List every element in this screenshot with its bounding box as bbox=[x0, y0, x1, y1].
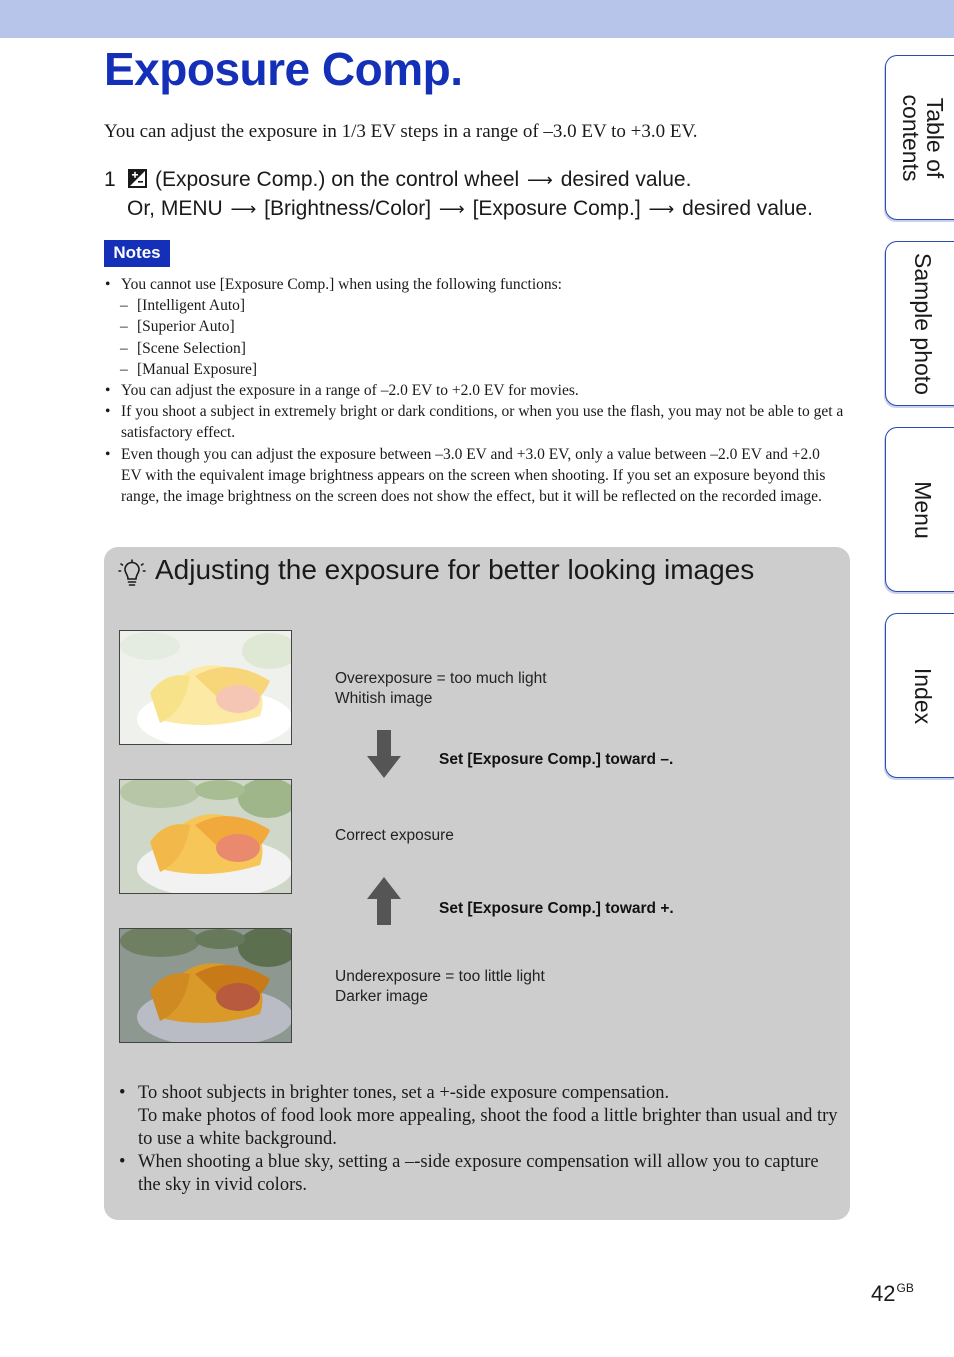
note-subitem: – [Superior Auto] bbox=[104, 316, 844, 337]
arrow-icon: ⟶ bbox=[438, 199, 465, 219]
tip-bullets bbox=[119, 1082, 839, 1197]
step-number: 1 bbox=[104, 168, 116, 191]
page-suffix: GB bbox=[896, 1281, 914, 1295]
tip-bullet: • When shooting a blue sky, setting a –-side exposure compensation will allow you to capture the sky in vivid colors. bbox=[119, 1151, 839, 1197]
underexposure-caption bbox=[335, 967, 545, 1007]
lightbulb-icon bbox=[118, 559, 146, 594]
tab-label-line: Table of bbox=[922, 97, 948, 178]
correct-photo bbox=[119, 779, 292, 894]
underexposure-label: Underexposure = too little light bbox=[335, 968, 545, 985]
notes-list bbox=[104, 274, 844, 507]
tab-index[interactable] bbox=[885, 613, 954, 778]
note-item: • Even though you can adjust the exposure between –3.0 EV and +3.0 EV, only a value between –2.0 EV and +2.0 EV with the equivalent image brightness appears on the screen when shooting. If you set an exposure beyond this range, the image brightness on the screen does not show the effect, but it will be reflected on the recorded image. bbox=[104, 444, 844, 508]
tip-bullet bbox=[119, 1082, 839, 1151]
note-subitem: – [Manual Exposure] bbox=[104, 359, 844, 380]
arrow-down-icon bbox=[366, 730, 402, 778]
arrow-icon: ⟶ bbox=[648, 199, 675, 219]
arrow-icon: ⟶ bbox=[230, 199, 257, 219]
arrow-up-icon bbox=[366, 877, 402, 925]
page-title: Exposure Comp. bbox=[104, 43, 463, 95]
step-line-1 bbox=[128, 165, 691, 195]
whitish-label: Whitish image bbox=[335, 690, 433, 707]
tab-label bbox=[899, 94, 947, 181]
toward-minus-instruction: Set [Exposure Comp.] toward –. bbox=[439, 751, 674, 768]
page-number-value: 42 bbox=[871, 1281, 896, 1306]
step-line-2 bbox=[127, 194, 813, 224]
correct-exposure-caption: Correct exposure bbox=[335, 827, 454, 844]
step-line-1-text: (Exposure Comp.) on the control wheel bbox=[155, 168, 520, 191]
note-subitem: – [Scene Selection] bbox=[104, 338, 844, 359]
tab-label: Sample photo bbox=[910, 252, 936, 395]
toward-plus-instruction: Set [Exposure Comp.] toward +. bbox=[439, 900, 674, 917]
note-subitem: – [Intelligent Auto] bbox=[104, 295, 844, 316]
page-number bbox=[871, 1281, 914, 1307]
tip-title: Adjusting the exposure for better looking images bbox=[155, 554, 755, 585]
note-item: • You can adjust the exposure in a range of –2.0 EV to +2.0 EV for movies. bbox=[104, 380, 844, 401]
tip-bullet-line: To make photos of food look more appealing, shoot the food a little brighter than usual and try to use a white background. bbox=[138, 1106, 838, 1149]
tab-label: Index bbox=[910, 667, 936, 724]
menu-path-exposure: [Exposure Comp.] bbox=[472, 197, 641, 220]
overexposure-caption bbox=[335, 669, 547, 709]
tab-menu[interactable] bbox=[885, 427, 954, 592]
tab-label: Menu bbox=[910, 480, 936, 539]
underexposed-photo bbox=[119, 928, 292, 1043]
tab-sample-photo[interactable] bbox=[885, 241, 954, 406]
tip-bullet-line: • To shoot subjects in brighter tones, set a +-side exposure compensation. bbox=[138, 1083, 670, 1103]
step-line-1-end: desired value. bbox=[560, 168, 692, 191]
menu-path-start: Or, MENU bbox=[127, 197, 223, 220]
arrow-icon: ⟶ bbox=[527, 170, 553, 190]
darker-label: Darker image bbox=[335, 988, 429, 1005]
note-item: • If you shoot a subject in extremely bright or dark conditions, or when you use the flash, you may not be able to get a satisfactory effect. bbox=[104, 401, 844, 443]
note-item: • You cannot use [Exposure Comp.] when using the following functions: bbox=[104, 274, 844, 295]
tip-box bbox=[104, 547, 850, 1220]
overexposure-label: Overexposure = too much light bbox=[335, 670, 547, 687]
menu-path-end: desired value. bbox=[682, 197, 813, 220]
menu-path-brightness: [Brightness/Color] bbox=[264, 197, 432, 220]
overexposed-photo bbox=[119, 630, 292, 745]
notes-badge: Notes bbox=[104, 240, 170, 267]
tab-label-line: contents bbox=[898, 94, 924, 181]
tab-table-of-contents[interactable] bbox=[885, 55, 954, 220]
exposure-comp-icon bbox=[128, 169, 147, 188]
intro-text: You can adjust the exposure in 1/3 EV steps in a range of –3.0 EV to +3.0 EV. bbox=[104, 121, 698, 142]
header-band bbox=[0, 0, 954, 38]
